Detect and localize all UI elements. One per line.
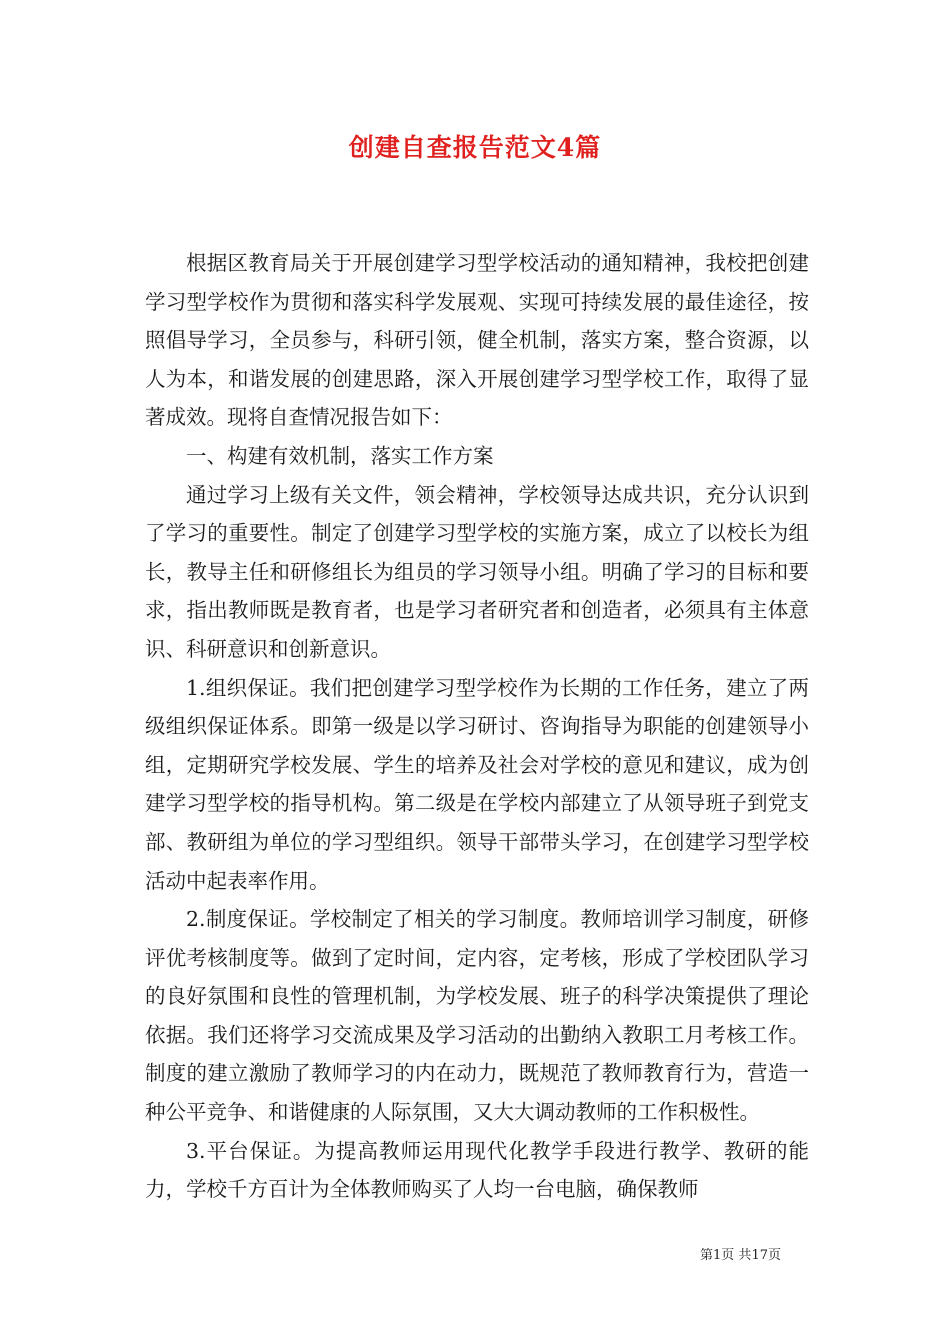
paragraph-organization: 1.组织保证。我们把创建学习型学校作为长期的工作任务，建立了两级组织保证体系。即第一级是以学习研讨、咨询指导为职能的创建领导小组，定期研究学校发展、学生的培养及社会对学校的意见和建议，成为创建学习型学校的指导机构。第二级是在学校内部建立了从领导班子到党支部、教研组为单位的学习型组织。领导干部带头学习，在创建学习型学校活动中起表率作用。 — [145, 675, 809, 893]
section-heading: 一、构建有效机制，落实工作方案 — [186, 443, 494, 468]
page-number-footer — [700, 1246, 850, 1266]
footer-suffix: 页 — [767, 1248, 781, 1263]
paragraph-platform: 3.平台保证。为提高教师运用现代化教学手段进行教学、教研的能力，学校千方百计为全体教师购买了人均一台电脑，确保教师 — [145, 1138, 809, 1202]
document-body — [145, 244, 809, 1209]
paragraph-body: 通过学习上级有关文件，领会精神，学校领导达成共识，充分认识到了学习的重要性。制定了创建学习型学校的实施方案，成立了以校长为组长，教导主任和研修组长为组员的学习领导小组。明确了学习的目标和要求，指出教师既是教育者，也是学习者研究者和创造者，必须具有主体意识、科研意识和创新意识。 — [145, 482, 809, 661]
footer-total: 17 — [751, 1248, 768, 1263]
footer-page: 1 — [713, 1248, 722, 1263]
document-title: 创建自查报告范文4篇 — [348, 133, 602, 162]
footer-prefix: 第 — [700, 1248, 714, 1263]
footer-middle: 页 共 — [721, 1248, 752, 1263]
paragraph-intro: 根据区教育局关于开展创建学习型学校活动的通知精神，我校把创建学习型学校作为贯彻和落实科学发展观、实现可持续发展的最佳途径，按照倡导学习，全员参与，科研引领，健全机制，落实方案，整合资源，以人为本，和谐发展的创建思路，深入开展创建学习型学校工作，取得了显著成效。现将自查情况报告如下： — [145, 251, 809, 430]
paragraph-system: 2.制度保证。学校制定了相关的学习制度。教师培训学习制度，研修评优考核制度等。做到了定时间，定内容，定考核，形成了学校团队学习的良好氛围和良性的管理机制，为学校发展、班子的科学决策提供了理论依据。我们还将学习交流成果及学习活动的出勤纳入教职工月考核工作。制度的建立激励了教师学习的内在动力，既规范了教师教育行为，营造一种公平竞争、和谐健康的人际氛围，又大大调动教师的工作积极性。 — [145, 907, 809, 1125]
